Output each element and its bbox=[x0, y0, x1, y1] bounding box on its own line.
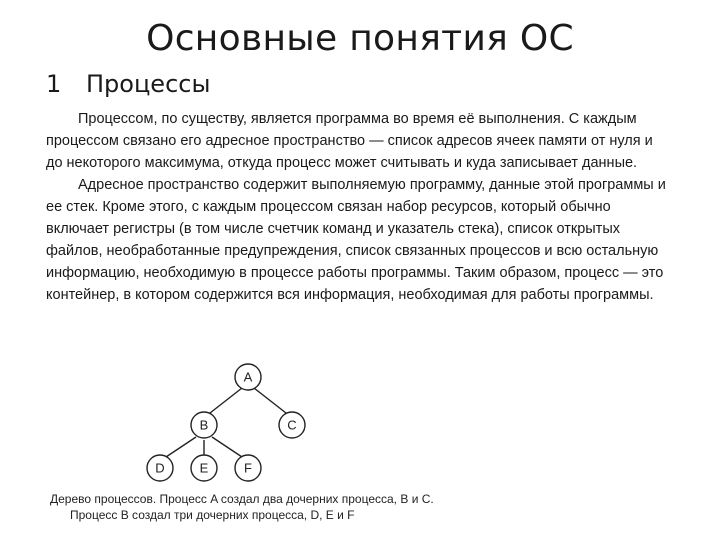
paragraph: Адресное пространство содержит выполняемую программу, данные этой программы и ее стек. Кроме этого, с каждым процессом связан набор ресурсов, который обычно включает регистры (в том числе счетчик команд и указатель стека), список открытых файлов, необработанные предупреждения, список связанных процессов и всю остальную информацию, необходимую в процессе работы программы. Таким образом, процесс — это контейнер, в котором содержится вся информация, необходимая для работы программы. bbox=[46, 177, 666, 303]
process-tree-diagram bbox=[130, 358, 330, 488]
edge-b-f bbox=[212, 437, 242, 457]
figure-caption bbox=[50, 491, 434, 523]
process-tree-svg bbox=[130, 358, 330, 488]
section-heading bbox=[46, 70, 210, 98]
node-b-label: B bbox=[199, 417, 209, 433]
caption-line-2: Процесс B создал три дочерних процесса, D, E и F bbox=[70, 508, 355, 522]
node-a-label: A bbox=[243, 369, 253, 385]
paragraph: Процессом, по существу, является программа во время её выполнения. С каждым процессом связано его адресное пространство — список адресов ячеек памяти от нуля и до некоторого максимума, откуда процесс может считывать и куда записывает данные. bbox=[46, 111, 653, 171]
tree-node-c bbox=[279, 412, 305, 438]
node-c-label: C bbox=[287, 417, 297, 433]
edge-a-c bbox=[254, 388, 286, 413]
tree-node-a bbox=[235, 364, 261, 390]
page-title: Основные понятия ОС bbox=[146, 18, 574, 59]
node-f-label: F bbox=[244, 460, 252, 476]
tree-node-d bbox=[147, 455, 173, 481]
section-title: Процессы bbox=[86, 70, 211, 98]
node-e-label: E bbox=[199, 460, 209, 476]
section-number: 1 bbox=[46, 70, 62, 98]
body-text bbox=[46, 108, 666, 306]
tree-node-f bbox=[235, 455, 261, 481]
node-d-label: D bbox=[155, 460, 165, 476]
tree-edges bbox=[166, 388, 286, 457]
edge-a-b bbox=[210, 388, 242, 413]
caption-line-1: Дерево процессов. Процесс A создал два дочерних процесса, B и C. bbox=[50, 492, 434, 506]
tree-node-e bbox=[191, 455, 217, 481]
edge-b-d bbox=[166, 437, 196, 457]
tree-node-b bbox=[191, 412, 217, 438]
